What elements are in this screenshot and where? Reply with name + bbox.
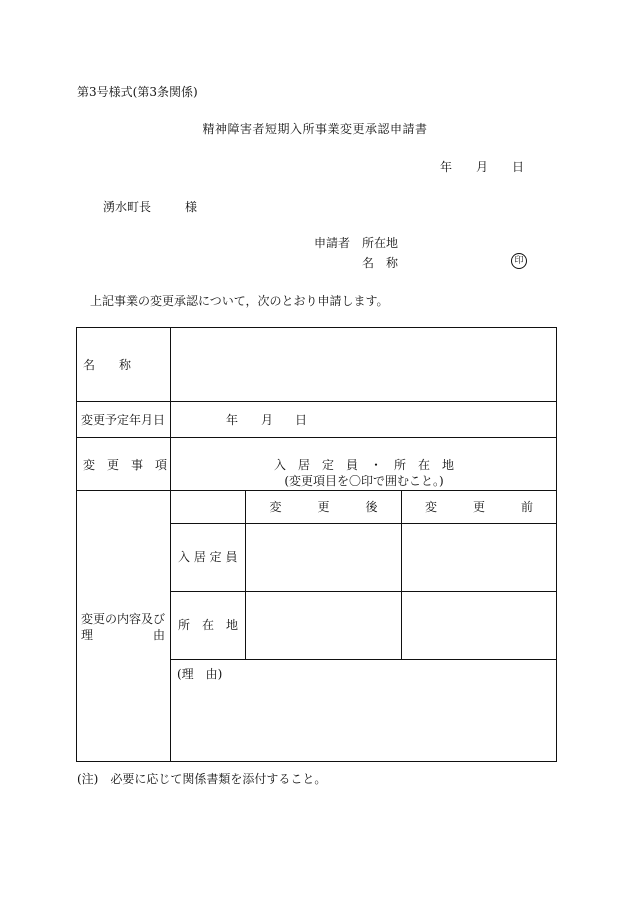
seal-mark-icon: 印 — [511, 253, 527, 269]
location-after-field[interactable] — [247, 593, 400, 658]
table-border-right — [556, 327, 557, 762]
planned-date-month: 月 — [261, 413, 274, 427]
business-name-label-text: 名 称 — [83, 358, 132, 372]
reason-field[interactable] — [172, 684, 555, 760]
column-before-change: 変 更 前 — [424, 500, 533, 514]
inner-col-divider-1 — [245, 490, 246, 660]
inner-row-divider-3 — [170, 659, 557, 660]
date-month: 月 — [476, 160, 489, 174]
planned-date-year: 年 — [226, 413, 239, 427]
table-border-top — [76, 327, 557, 328]
addressee — [103, 200, 197, 214]
change-items-note: (変更項目を〇印で囲むこと。) — [284, 474, 444, 488]
row-divider-2 — [76, 437, 557, 438]
date-year: 年 — [440, 160, 453, 174]
inner-row-divider-1 — [170, 523, 557, 524]
form-title: 精神障害者短期入所事業変更承認申請書 — [202, 122, 428, 136]
location-before-field[interactable] — [403, 593, 555, 658]
business-name-label — [83, 358, 164, 372]
table-border-bottom — [76, 761, 557, 762]
reason-char-ri: 理 — [81, 628, 94, 642]
capacity-after-field[interactable] — [247, 525, 400, 590]
addressee-name: 湧水町長 — [103, 200, 152, 214]
capacity-before-field[interactable] — [403, 525, 555, 590]
row-divider-1 — [76, 401, 557, 402]
form-number: 第3号様式(第3条関係) — [77, 85, 198, 99]
change-content-label-line2 — [81, 628, 165, 642]
change-content-label-line1: 変更の内容及び — [81, 612, 166, 626]
application-date — [440, 160, 524, 174]
business-name-field[interactable] — [172, 329, 555, 400]
applicant-label: 申請者 — [314, 236, 351, 250]
planned-date-day: 日 — [295, 413, 308, 427]
row-divider-3 — [76, 490, 557, 491]
change-items-options: 入 居 定 員 ・ 所 在 地 — [273, 458, 454, 472]
reason-char-yuu: 由 — [152, 628, 165, 642]
footnote: (注) 必要に応じて関係書類を添付すること。 — [77, 772, 327, 786]
date-day: 日 — [512, 160, 525, 174]
inner-row-divider-2 — [170, 591, 557, 592]
applicant-address-label: 所在地 — [362, 236, 399, 250]
reason-label: (理 由) — [177, 667, 223, 681]
addressee-honorific: 様 — [185, 200, 198, 214]
inner-col-divider-2 — [401, 490, 402, 660]
row-location-label: 所 在 地 — [178, 618, 239, 632]
applicant-name-label: 名 称 — [362, 256, 399, 270]
planned-date-label: 変更予定年月日 — [81, 413, 166, 427]
change-item-label: 変 更 事 項 — [83, 458, 168, 472]
label-column-divider — [170, 327, 171, 762]
table-border-left — [76, 327, 77, 762]
row-capacity-label: 入 居 定 員 — [178, 550, 238, 564]
column-after-change: 変 更 後 — [269, 500, 378, 514]
intro-statement: 上記事業の変更承認について，次のとおり申請します。 — [90, 294, 389, 308]
